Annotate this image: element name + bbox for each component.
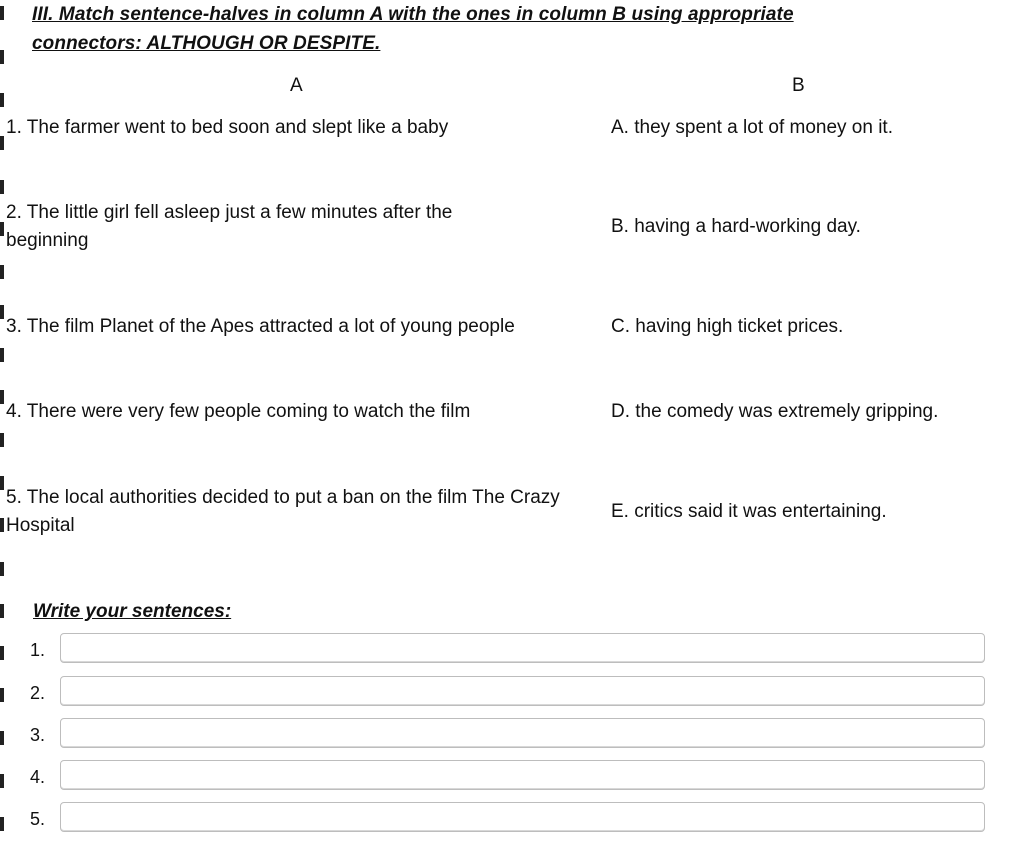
exercise-title-line-2: connectors: ALTHOUGH OR DESPITE. <box>32 33 381 54</box>
margin-marker <box>0 180 4 194</box>
column-a-item-1: 1. The farmer went to bed soon and slept like a baby <box>6 117 449 138</box>
answer-number: 2. <box>30 683 46 703</box>
answer-input-1[interactable] <box>60 633 985 663</box>
column-a-item-4: 4. There were very few people coming to watch the film <box>6 401 471 422</box>
margin-marker <box>0 688 4 702</box>
write-sentences-heading: Write your sentences: <box>33 601 232 622</box>
column-b-item-a: A. they spent a lot of money on it. <box>611 117 893 138</box>
margin-marker <box>0 476 4 490</box>
answer-row <box>30 760 990 794</box>
answer-row <box>30 718 990 752</box>
margin-marker <box>0 774 4 788</box>
margin-marker <box>0 348 4 362</box>
margin-marker <box>0 518 4 532</box>
answer-row <box>30 676 990 710</box>
column-a-item-5: 5. The local authorities decided to put a ban on the film The Crazy Hospital <box>6 487 560 536</box>
margin-marker <box>0 817 4 831</box>
column-a-item-3: 3. The film Planet of the Apes attracted a lot of young people <box>6 316 515 337</box>
margin-marker <box>0 646 4 660</box>
column-b-heading: B <box>792 75 805 96</box>
margin-marker <box>0 93 4 107</box>
answer-input-4[interactable] <box>60 760 985 790</box>
answer-number: 3. <box>30 725 46 745</box>
answer-row <box>30 802 990 836</box>
margin-marker <box>0 222 4 236</box>
exercise-title-line-1: III. Match sentence-halves in column A with the ones in column B using appropriate <box>32 4 794 25</box>
column-b-item-b: B. having a hard-working day. <box>611 216 861 237</box>
margin-marker <box>0 604 4 618</box>
answer-input-3[interactable] <box>60 718 985 748</box>
margin-marker <box>0 136 4 150</box>
margin-marker <box>0 390 4 404</box>
margin-marker <box>0 562 4 576</box>
margin-marker <box>0 50 4 64</box>
answer-number: 5. <box>30 809 46 829</box>
margin-marker <box>0 305 4 319</box>
answer-number: 4. <box>30 767 46 787</box>
answer-input-2[interactable] <box>60 676 985 706</box>
margin-marker <box>0 433 4 447</box>
column-b-item-e: E. critics said it was entertaining. <box>611 501 887 522</box>
answer-row <box>30 633 990 667</box>
column-b-item-d: D. the comedy was extremely gripping. <box>611 401 939 422</box>
margin-marker <box>0 6 4 20</box>
margin-marker <box>0 731 4 745</box>
column-a-heading: A <box>290 75 303 96</box>
column-a-item-2: 2. The little girl fell asleep just a few minutes after the beginning <box>6 202 453 251</box>
column-b-item-c: C. having high ticket prices. <box>611 316 844 337</box>
answer-number: 1. <box>30 640 46 660</box>
answer-input-5[interactable] <box>60 802 985 832</box>
margin-marker <box>0 265 4 279</box>
